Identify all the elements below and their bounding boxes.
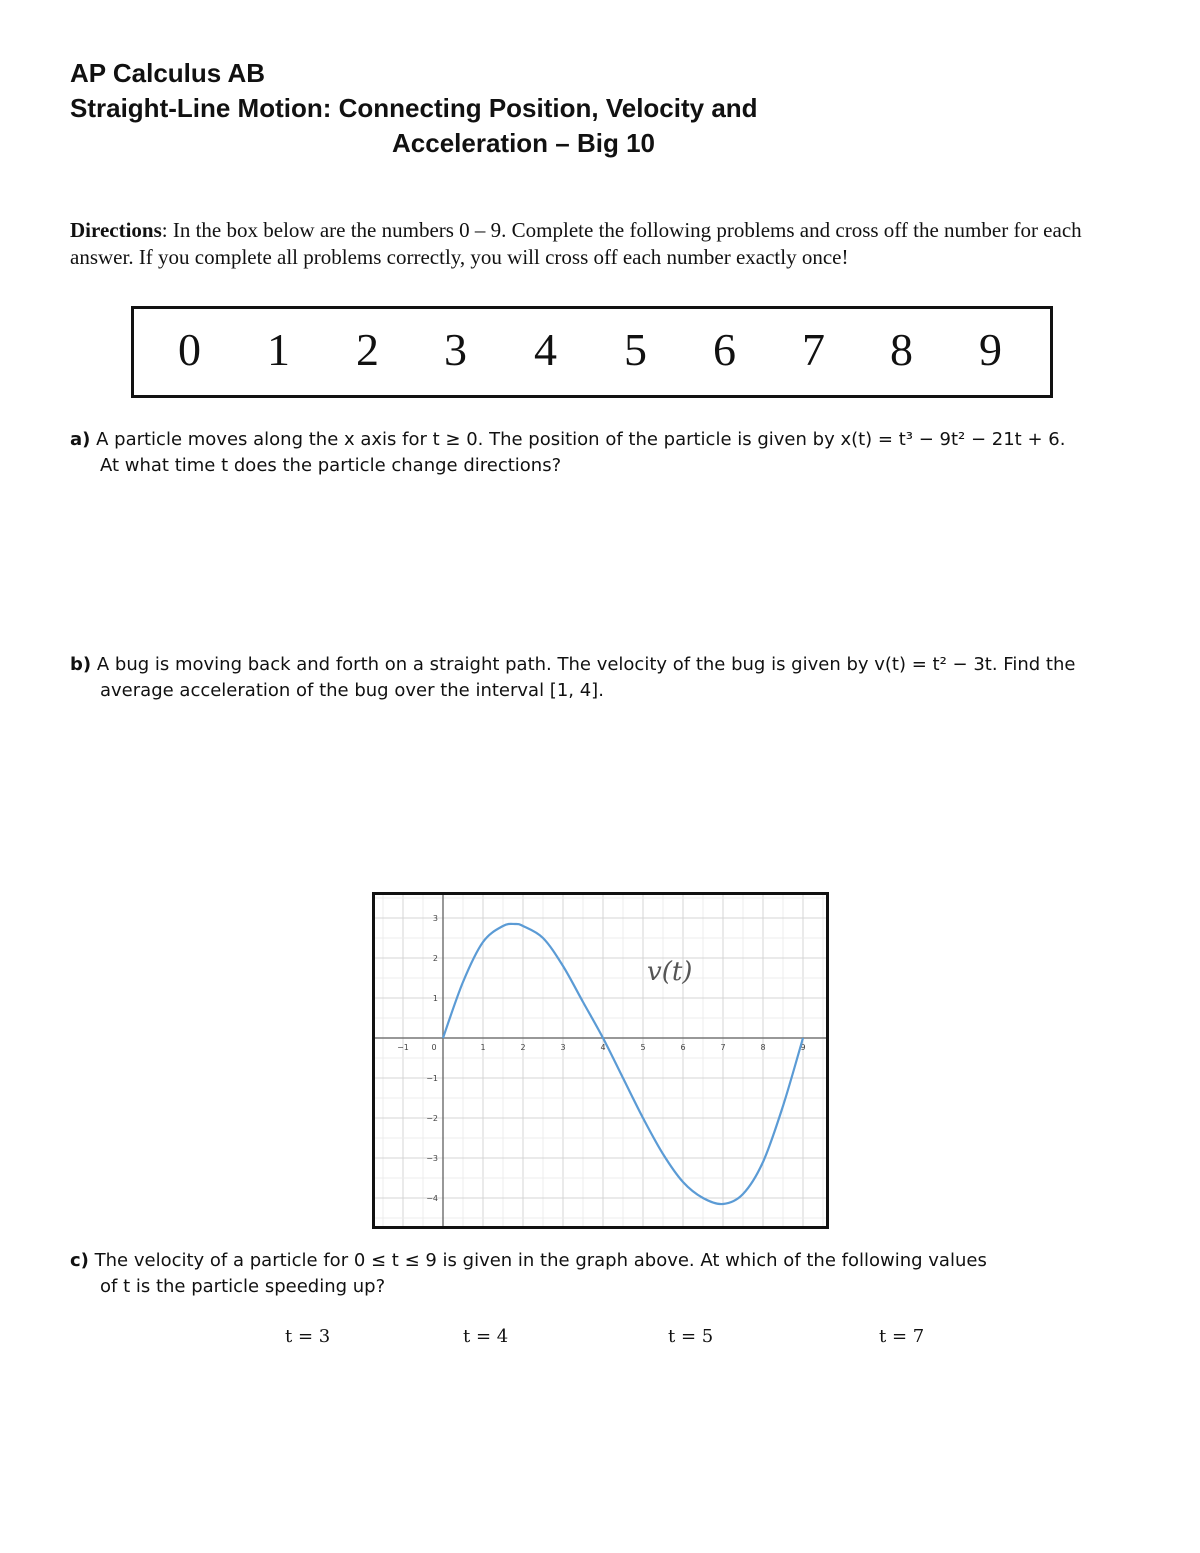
number-6: 6 bbox=[713, 324, 736, 375]
worksheet-title-line2: Acceleration – Big 10 bbox=[392, 128, 655, 158]
curve-label: v(t) bbox=[647, 957, 693, 987]
x-tick-label: 6 bbox=[680, 1043, 686, 1052]
directions-label: Directions bbox=[70, 218, 162, 242]
problem-a-label: a) bbox=[70, 429, 91, 450]
x-tick-label: 1 bbox=[480, 1043, 486, 1052]
velocity-chart bbox=[375, 895, 826, 1226]
number-7: 7 bbox=[802, 324, 825, 375]
x-tick-label: 7 bbox=[720, 1043, 726, 1052]
choice-t3: t = 3 bbox=[285, 1326, 331, 1347]
x-tick-label: 8 bbox=[760, 1043, 766, 1052]
choice-t4: t = 4 bbox=[463, 1326, 509, 1347]
number-0: 0 bbox=[178, 324, 201, 375]
course-title: AP Calculus AB bbox=[70, 58, 266, 88]
problem-b-line2: average acceleration of the bug over the interval [1, 4]. bbox=[100, 680, 604, 701]
x-tick-label: 4 bbox=[600, 1043, 606, 1052]
problem-a-line1: A particle moves along the x axis for t ≥ 0. The position of the particle is given by x(t) = t³ − 9t² − 21t + 6. bbox=[96, 429, 1066, 450]
number-9: 9 bbox=[979, 324, 1002, 375]
directions bbox=[70, 217, 1150, 271]
y-tick-label: 3 bbox=[432, 914, 438, 923]
number-2: 2 bbox=[356, 324, 379, 375]
number-8: 8 bbox=[890, 324, 913, 375]
problem-c-line1: The velocity of a particle for 0 ≤ t ≤ 9 is given in the graph above. At which of the following values bbox=[94, 1250, 987, 1271]
directions-text: : In the box below are the numbers 0 – 9. Complete the following problems and cross off the number for each answer. If you complete all problems correctly, you will cross off each number exactly once! bbox=[70, 218, 1082, 269]
number-5: 5 bbox=[624, 324, 647, 375]
problem-b-label: b) bbox=[70, 654, 92, 675]
velocity-graph bbox=[372, 892, 829, 1229]
problem-c bbox=[70, 1248, 1150, 1300]
x-tick-label: 2 bbox=[520, 1043, 526, 1052]
x-tick-label: 3 bbox=[560, 1043, 566, 1052]
y-tick-label: −4 bbox=[426, 1194, 438, 1203]
x-tick-label: −1 bbox=[397, 1043, 409, 1052]
x-tick-label: 9 bbox=[800, 1043, 806, 1052]
number-box bbox=[131, 306, 1053, 398]
number-3: 3 bbox=[444, 324, 467, 375]
number-1: 1 bbox=[267, 324, 290, 375]
problem-c-line2: of t is the particle speeding up? bbox=[100, 1276, 386, 1297]
y-tick-label: −2 bbox=[426, 1114, 438, 1123]
problem-a bbox=[70, 427, 1150, 479]
problem-c-label: c) bbox=[70, 1250, 89, 1271]
x-tick-label: 0 bbox=[431, 1043, 437, 1052]
worksheet-title-line1: Straight-Line Motion: Connecting Position, Velocity and bbox=[70, 93, 758, 123]
number-4: 4 bbox=[534, 324, 557, 375]
problem-b bbox=[70, 652, 1150, 704]
problem-a-line2: At what time t does the particle change directions? bbox=[100, 455, 562, 476]
y-tick-label: 1 bbox=[432, 994, 438, 1003]
y-tick-label: −3 bbox=[426, 1154, 438, 1163]
y-tick-label: 2 bbox=[432, 954, 438, 963]
y-tick-label: −1 bbox=[426, 1074, 438, 1083]
choice-t7: t = 7 bbox=[879, 1326, 925, 1347]
problem-b-line1: A bug is moving back and forth on a straight path. The velocity of the bug is given by v(t) = t² − 3t. Find the bbox=[96, 654, 1076, 675]
x-tick-label: 5 bbox=[640, 1043, 646, 1052]
choice-t5: t = 5 bbox=[668, 1326, 714, 1347]
